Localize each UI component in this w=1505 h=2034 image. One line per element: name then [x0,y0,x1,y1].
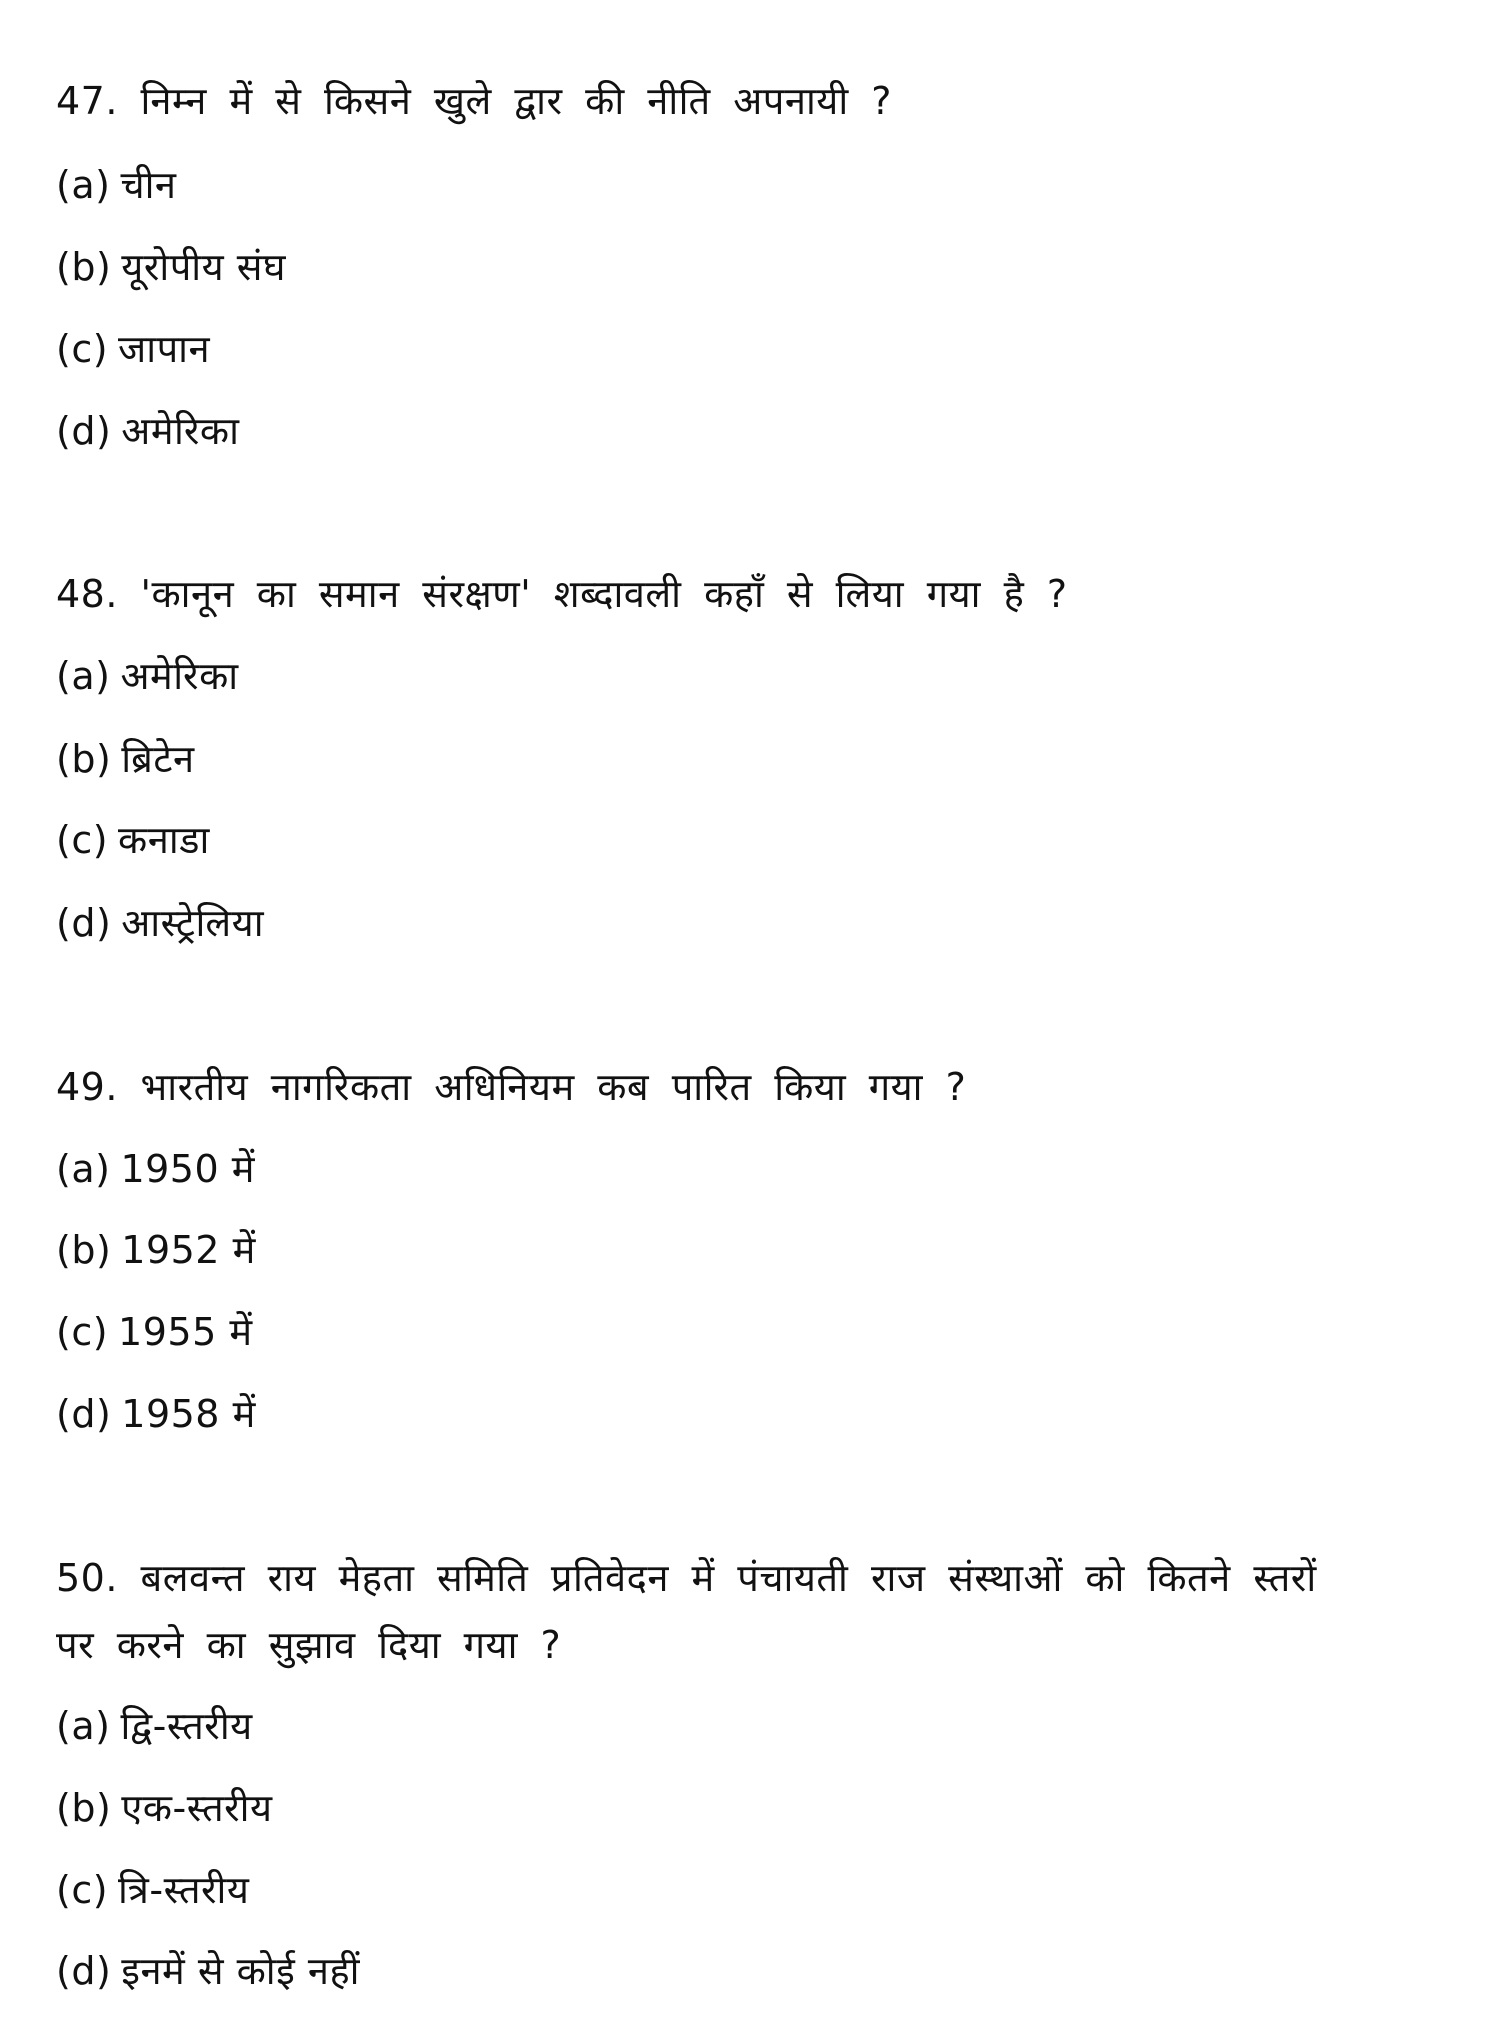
option-label: (b) [56,1786,112,1830]
option-text: यूरोपीय संघ [121,245,286,289]
option-label: (b) [56,737,112,781]
question-48 [56,570,1068,618]
question-49 [56,1063,966,1111]
option-47-a [56,161,177,209]
option-47-c [56,325,210,373]
option-47-b [56,243,286,291]
option-50-c [56,1866,249,1914]
option-label: (c) [56,327,109,371]
question-text: 'कानून का समान संरक्षण' शब्दावली कहाँ से लिया गया है ? [140,572,1068,616]
option-48-d [56,899,264,947]
option-text: एक-स्तरीय [121,1786,273,1830]
option-50-a [56,1702,253,1750]
option-text: 1958 में [121,1392,256,1436]
option-label: (c) [56,1868,109,1912]
option-label: (a) [56,1147,111,1191]
option-text: चीन [120,163,177,207]
option-text: ब्रिटेन [121,737,195,781]
option-label: (b) [56,245,112,289]
option-text: जापान [118,327,211,371]
option-text: 1950 में [120,1147,255,1191]
option-48-b [56,735,195,783]
option-50-d [56,1947,360,1995]
question-number: 49. [56,1065,118,1109]
option-48-a [56,652,239,700]
option-49-a [56,1145,255,1193]
option-48-c [56,816,210,864]
option-text: 1955 में [118,1310,253,1354]
option-label: (d) [56,1392,112,1436]
option-label: (d) [56,1949,112,1993]
option-label: (d) [56,409,112,453]
option-label: (a) [56,1704,111,1748]
option-label: (d) [56,901,112,945]
option-50-b [56,1784,273,1832]
option-49-c [56,1308,253,1356]
question-text: बलवन्त राय मेहता समिति प्रतिवेदन में पंचायती राज संस्थाओं को कितने स्तरों [140,1556,1317,1600]
option-49-d [56,1390,256,1438]
question-number: 48. [56,572,118,616]
option-text: 1952 में [121,1228,256,1272]
question-number: 50. [56,1556,118,1600]
option-label: (a) [56,654,111,698]
question-47 [56,77,892,125]
option-49-b [56,1226,256,1274]
option-text: इनमें से कोई नहीं [121,1949,360,1993]
question-text: निम्न में से किसने खुले द्वार की नीति अपनायी ? [140,79,892,123]
question-text: भारतीय नागरिकता अधिनियम कब पारित किया गया ? [140,1065,967,1109]
question-50-line-2 [56,1621,561,1669]
option-label: (b) [56,1228,112,1272]
option-text: अमेरिका [120,654,239,698]
option-text: कनाडा [118,818,210,862]
question-50 [56,1554,1317,1602]
option-text: त्रि-स्तरीय [118,1868,250,1912]
option-label: (a) [56,163,111,207]
option-text: अमेरिका [121,409,240,453]
option-text: द्वि-स्तरीय [120,1704,253,1748]
option-label: (c) [56,1310,109,1354]
question-text: पर करने का सुझाव दिया गया ? [56,1623,562,1667]
option-text: आस्ट्रेलिया [121,901,265,945]
option-label: (c) [56,818,109,862]
question-number: 47. [56,79,118,123]
option-47-d [56,407,239,455]
